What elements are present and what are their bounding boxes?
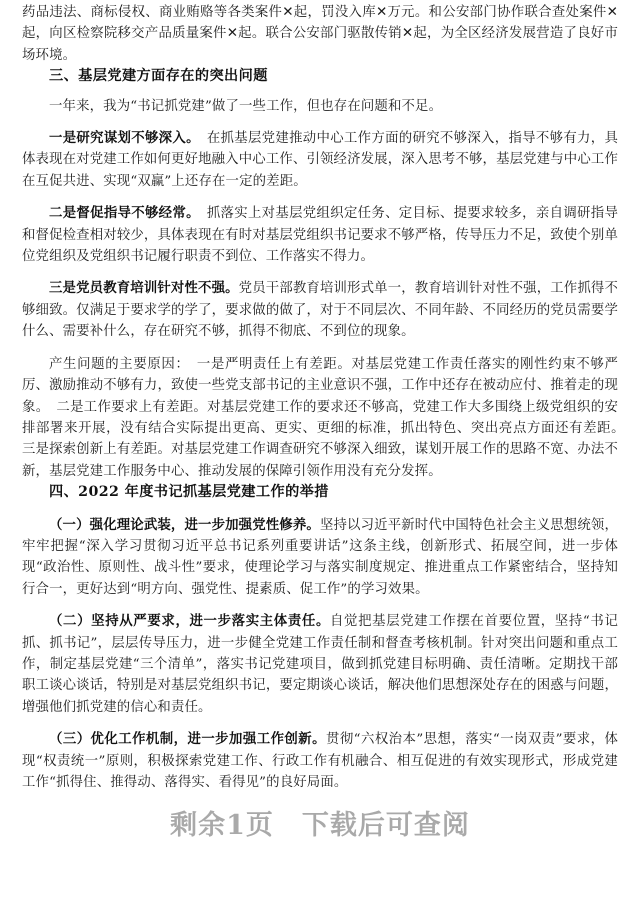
paragraph-root-causes: 产生问题的主要原因： 一是严明责任上有差距。对基层党建工作责任落实的刚性约束不够严厉、激励推动不够有力，致使一些党支部书记的主业意识不强，工作中还存在被动应付、推着走的现象。 二是工作要求上有差距。对基层党建工作的要求还不够高，党建工作大多围绕上级党组织的安排部署来开展，没有结合实际提出更高、更实、更细的标准，抓出特色、突出亮点方面还有差距。 三是探索创新上有差距。对基层党建工作调查研究不够深入细致，谋划开展工作的思路不宽、办法不新，基层党建工作服务中心、推动发展的保障引领作用没有充分发挥。 <box>22 356 632 479</box>
paragraph-issue-one <box>22 128 618 192</box>
paragraph-issue-three-text: 党员干部教育培训形式单一，教育培训针对性不强，工作抓得不够细致。仅满足于要求学的学了，要求做的做了，对于不同层次、不同年龄、不同经历的党员需要学什么、需要补什么，存在研究不够，抓得不彻底、不到位的现象。 <box>22 281 618 340</box>
paragraph-measure-two <box>22 611 618 718</box>
paragraph-measure-one <box>22 515 618 601</box>
paragraph-measure-three-text: 贯彻“六权治本”思想，落实“一岗双责”要求，体现“权责统一”原则，积极探索党建工作、行政工作有机融合、相互促进的有效实现形式，形成党建工作“抓得住、推得动、落得实、看得见”的良好局面。 <box>22 732 618 790</box>
remaining-pages-notice: 剩余1页 下载后可查阅 <box>170 810 470 841</box>
paragraph-measure-one-text: 坚持以习近平新时代中国特色社会主义思想统领，牢牢把握“深入学习贯彻习近平总书记系列重要讲话”这条主线，创新形式、拓展空间，进一步体现“政治性、原则性、战斗性”要求，使理论学习与落实制度规定、推进重点工作紧密结合，坚持知行合一，更好达到“明方向、强党性、提素质、促工作”的学习效果。 <box>22 517 618 597</box>
heading-section-four: 四、2022 年度书记抓基层党建工作的举措 <box>49 484 329 501</box>
paragraph-section-three-intro: 一年来，我为“书记抓党建”做了一些工作，但也存在问题和不足。 <box>49 98 443 114</box>
paragraph-issue-two-lead: 二是督促指导不够经常。 <box>49 205 194 222</box>
paragraph-measure-three <box>22 729 618 793</box>
paragraph-measure-two-lead: （二）坚持从严要求，进一步落实主体责任。 <box>49 613 330 630</box>
paragraph-measure-three-lead: （三）优化工作机制，进一步加强工作创新。 <box>49 731 326 748</box>
paragraph-issue-two-text: 抓落实上对基层党组织定任务、定目标、提要求较多，亲自调研指导和督促检查相对较少，具体表现在有时对基层党组织书记要求不够严格，传导压力不足，致使个别单位党组织及党组织书记履行职责不到位、工作落实不得力。 <box>22 206 618 265</box>
paragraph-measure-one-lead: （一）强化理论武装，进一步加强党性修养。 <box>49 516 320 533</box>
heading-section-three: 三、基层党建方面存在的突出问题 <box>49 68 268 85</box>
paragraph-issue-one-text: 在抓基层党建推动中心工作方面的研究不够深入，指导不够有力，具体表现在对党建工作如何更好地融入中心工作、引领经济发展，深入思考不够，基层党建与中心工作在互促共进、实现“双赢”上还存在一定的差距。 <box>22 131 618 189</box>
paragraph-issue-three <box>22 278 618 342</box>
paragraph-issue-three-lead: 三是党员教育培训针对性不强。 <box>49 280 239 297</box>
paragraph-measure-two-text: 自觉把基层党建工作摆在首要位置，坚持“书记抓、抓书记”，层层传导压力，进一步健全党建工作责任制和督查考核机制。针对突出问题和重点工作，制定基层党建“三个清单”，落实书记党建项目，做到抓党建目标明确、责任清晰。定期找干部职工谈心谈话，特别是对基层党组织书记，要定期谈心谈话，解决他们思想深处存在的困惑与问题，增强他们抓党建的信心和责任。 <box>22 614 618 715</box>
paragraph-issue-two <box>22 203 618 267</box>
document-text-body <box>22 2 632 793</box>
paragraph-intro-continued: 药品违法、商标侵权、商业贿赂等各类案件✕起，罚没入库✕万元。和公安部门协作联合查处案件✕起，向区检察院移交产品质量案件✕起。联合公安部门驱散传销✕起，为全区经济发展营造了良好市场环境。 <box>22 5 618 63</box>
paragraph-issue-one-lead: 一是研究谋划不够深入。 <box>49 130 194 147</box>
